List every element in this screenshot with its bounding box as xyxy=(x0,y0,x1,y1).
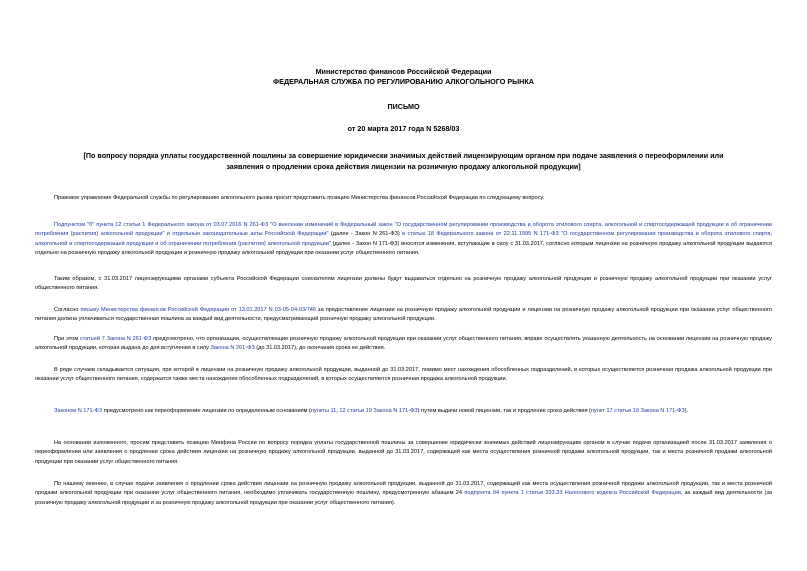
paragraph-2-text-1: (далее - Закон N 261-ФЗ) xyxy=(328,231,403,238)
paragraph-5-text-2: предусмотрено, что организации, осуществляющие розничную продажу алкогольной продукции при оказании услуг общественного питания, вправе осуществлять указанную деятельность на основании лицензии на розничную продажу алкогольной продукции, которая выдана до дня вступления в силу xyxy=(35,336,772,352)
paragraph-6 xyxy=(35,366,772,385)
paragraph-3 xyxy=(35,275,772,294)
tax-code-link[interactable]: подпункта 94 пункта 1 статьи 333.33 Налогового кодекса Российской Федерации xyxy=(464,490,681,497)
document-subject: [По вопросу порядка уплаты государственной пошлины за совершение юридически значимых действий лицензирующим органом при подаче заявления о переоформлении или заявления о продлении срока действия лицензии на розничную продажу алкогольной продукции] xyxy=(83,151,724,171)
minfin-letter-link[interactable]: письму Министерства финансов Российской Федерации от 13.01.2017 N 03-05-04-03/746 xyxy=(80,307,317,313)
service-heading: ФЕДЕРАЛЬНАЯ СЛУЖБА ПО РЕГУЛИРОВАНИЮ АЛКОГОЛЬНОГО РЫНКА xyxy=(273,77,534,86)
paragraph-5-text-1: При этом xyxy=(54,336,80,342)
paragraph-2-text-2: (далее - Закон N 171-ФЗ) вносятся изменения, вступающие в силу с 31.03.2017, согласно которым лицензии на розничную продажу алкогольной продукции выдаются отдельно на розничную продажу алкогольной продукции и розничную продажу алкогольной продукции при оказании услуг общественного питания. xyxy=(35,240,772,256)
paragraph-3-text: Таким образом, с 31.03.2017 лицензирующими органами субъекта Российской Федерации соискателям лицензии должны будут выдаваться отдельно на розничную продажу алкогольной продукции и розничную продажу алкогольной продукции при оказании услуг общественного питания. xyxy=(35,276,772,292)
article-7-law-261-link[interactable]: статьей 7 Закона N 261-ФЗ xyxy=(79,336,152,342)
paragraph-9-text-1: По нашему мнению, в случае подачи заявления о продлении срока действия лицензии на розничную продажу алкогольной продукции, выданной до 31.03.2017, содержащей как места осуществления розничной продажи алкогольной продукции, так и места розничной продажи алкогольной продукции при оказании услуг общественного питания, необходимо уплачивать государственную пошлину, предусмотренную абзацем 24 xyxy=(35,481,772,497)
paragraph-7-text-1: предусмотрено как переоформление лицензии по определенным основаниям ( xyxy=(102,408,311,414)
paragraph-4-text-1: Согласно xyxy=(54,307,81,313)
paragraph-9 xyxy=(35,480,772,508)
law-261-link[interactable]: Подпунктом "б" пункта 12 статьи 1 Федерального закона от 03.07.2016 N 261-ФЗ "О внесении изменений в Федеральный закон "О государственном регулировании производства и оборота этилового спирта, алкогольной и спиртосодержащей продукции и об ограничении потребления (распития) алкогольной продукции" и отдельные законодательные акты Российской Федерации" xyxy=(35,222,772,238)
paragraph-4-text-2: за предоставление лицензии на розничную продажу алкогольной продукции и лицензии на розничную продажу алкогольной продукции при оказании услуг общественного питания должна уплачиваться государственная пошлина за каждый вид деятельности, предусматривающий розничную продажу алкогольной продукции. xyxy=(35,307,772,323)
paragraph-7-text-4: ). xyxy=(684,408,689,414)
law-261-short-link[interactable]: Закона N 261-ФЗ xyxy=(210,345,255,352)
paragraph-2 xyxy=(35,221,772,258)
paragraph-1-text: Правовое управление Федеральной службы по регулированию алкогольного рынка просит представить позицию Министерства финансов Российской Федерации по следующему вопросу. xyxy=(54,195,545,201)
paragraph-7 xyxy=(35,407,772,416)
law-171-article-18-link[interactable]: в статью 18 Федерального закона от 22.11.1995 N 171-ФЗ "О государственном регулировании производства и оборота этилового спирта, алкогольной и спиртосодержащей продукции и об ограничении потребления (распития) алкогольной продукции" xyxy=(35,231,772,247)
paragraph-9-text-2: , за каждый вид деятельности (за розничную продажу алкогольной продукции и за розничную продажу алкогольной продукции при оказании услуг общественного питания). xyxy=(35,490,773,506)
law-171-link[interactable]: Законом N 171-ФЗ xyxy=(54,408,103,414)
document-date-number: от 20 марта 2017 года N 5268/03 xyxy=(347,124,460,133)
document-type: ПИСЬМО xyxy=(387,102,420,111)
points-12-article-19-link[interactable]: 12 статьи 19 Закона N 171-ФЗ xyxy=(339,408,418,414)
points-11-link[interactable]: пункты 11 xyxy=(310,408,337,414)
paragraph-5-text-3: (до 31.03.2017), до окончания срока ее действия. xyxy=(254,345,386,352)
paragraph-8 xyxy=(35,439,772,467)
ministry-heading: Министерство финансов Российской Федерации xyxy=(315,67,492,76)
paragraph-7-text-3: ) путем выдачи новой лицензии, так и продление срока действия ( xyxy=(417,408,591,414)
paragraph-4 xyxy=(35,306,772,325)
paragraph-1 xyxy=(35,194,772,203)
paragraph-8-text: На основании изложенного, просим представить позицию Минфина России по вопросу порядка уплаты государственной пошлины за совершение юридически значимых действий лицензирующим органом в случае подачи организацией после 31.03.2017 заявления о переоформлении или заявления о продлении срока действия лицензии на розничную продажу алкогольной продукции, выданной до 31.03.2017, содержащей как места осуществления розничной продажи алкогольной продукции, так и места розничной продажи алкогольной продукции при оказании услуг общественного питания. xyxy=(35,440,772,465)
point-17-article-19-link[interactable]: пункт 17 статьи 19 Закона N 171-ФЗ xyxy=(590,408,685,414)
paragraph-5 xyxy=(35,335,772,354)
paragraph-7-text-2: , xyxy=(336,408,340,414)
paragraph-6-text: В ряде случаев складывается ситуация, при которой в лицензии на розничную продажу алкогольной продукции, выданной до 31.03.2017, помимо мест нахождения обособленных подразделений, в которых осуществляется розничная продажа алкогольной продукции при оказании услуг общественного питания, содержатся также места нахождения обособленных подразделений, в которых осуществляется розничная продажа алкогольной продукции. xyxy=(35,367,772,383)
